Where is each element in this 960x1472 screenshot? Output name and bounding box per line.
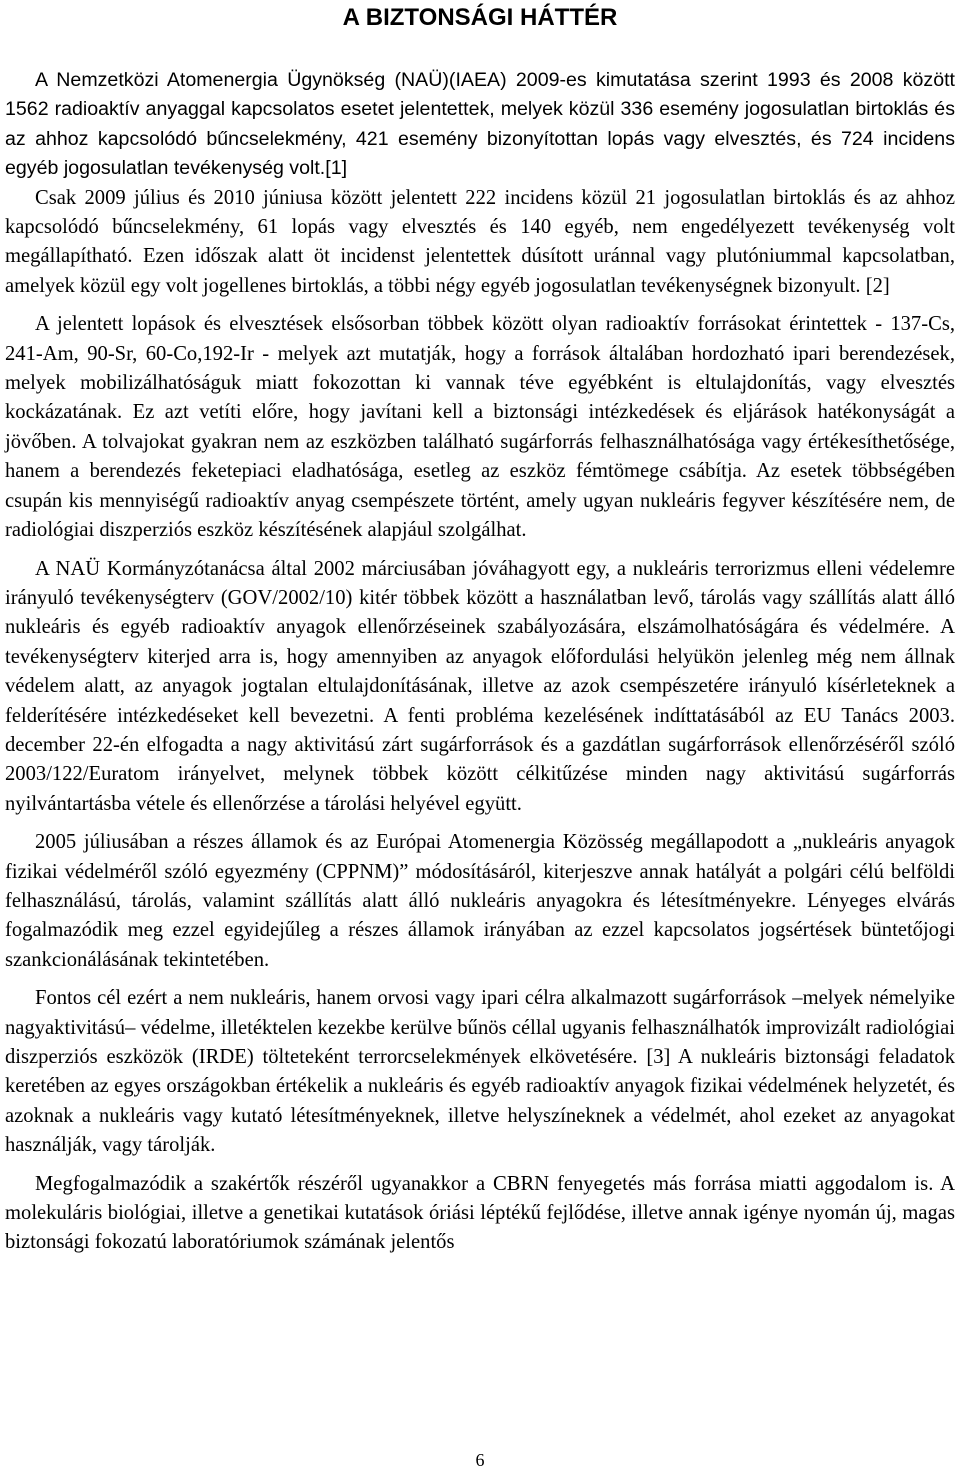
page-number: 6 [475,1450,485,1470]
paragraph-iaea-statistics: A Nemzetközi Atomenergia Ügynökség (NAÜ)(IAEA) 2009-es kimutatása szerint 1993 és 2008 között 1562 radioaktív anyaggal kapcsolatos esetet jelentettek, melyek közül 336 esemény jogosulatlan birtoklás és az ahhoz kapcsolódó bűncselekmény, 421 esemény bizonyítottan lopás vagy elvesztés, és 724 incidens egyéb jogosulatlan tevékenység volt.[1] [5,69,955,180]
page-title: A BIZTONSÁGI HÁTTÉR [342,4,618,31]
paragraph-action-plan: A NAÜ Kormányzótanácsa által 2002 márciusában jóváhagyott egy, a nukleáris terrorizmus elleni védelemre irányuló tevékenységterv (GOV/2002/10) kitér többek között a használatban levő, tárolás vagy szállítás alatt álló nukleáris és egyéb radioaktív anyagok ellenőrzéseinek szabályozására, elszámolhatóságára és védelmére. A tevékenységterv kiterjed arra is, hogy amennyiben az anyagok előfordulási helyükön jelenleg még nem állnak védelem alatt, az anyagok jogtalan eltulajdonításának, illetve az azok csempészetére irányuló kísérleteknek a felderítésére intézkedéseket kell bevezetni. A fenti probléma kezelésének indíttatásából az EU Tanács 2003. december 22-én elfogadta a nagy aktivitású zárt sugárforrások és a gazdátlan sugárforrások ellenőrzéséről szóló 2003/122/Euratom irányelvet, melynek többek között célkitűzése minden nagy aktivitású sugárforrás nyilvántartásba vétele és ellenőrzése a tárolási helyével együtt. [5,557,955,815]
document-body [5,66,955,1258]
paragraph-cppnm-amendment: 2005 júliusában a részes államok és az Európai Atomenergia Közösség megállapodott a „nukleáris anyagok fizikai védelméről szóló egyezmény (CPPNM)” módosításáról, kiterjeszve annak hatályát a polgári célú belföldi felhasználású, tárolás, valamint szállítás alatt álló nukleáris anyagokra és létesítményekre. Lényeges elvárás fogalmazódik meg ezzel egyidejűleg a részes államok irányában az ezzel kapcsolatos jogsértések büntetőjogi szankcionálásának tekintetében. [5,831,955,971]
paragraph-source-protection: Fontos cél ezért a nem nukleáris, hanem orvosi vagy ipari célra alkalmazott sugárforrások –melyek némelyike nagyaktivitású– védelme, illetéktelen kezekbe kerülve bűnös céllal ugyanis felhasználhatók improvizált radiológiai diszperziós eszközök (IRDE) tölteteként terrorcselekmények elkövetésére. [3] A nukleáris biztonsági feladatok keretében az egyes országokban értékelik a nukleáris és egyéb radioaktív anyagok fizikai védelmének helyzetét, és azoknak a nukleáris vagy kutató létesítményeknek, illetve helyszíneknek a védelmét, ahol ezeket az anyagokat használják, vagy tárolják. [5,987,955,1157]
paragraph-cbrn-threat: Megfogalmazódik a szakértők részéről ugyanakkor a CBRN fenyegetés más forrása miatti aggodalom is. A molekuláris biológiai, illetve a genetikai kutatások óriási léptékű fejlődése, illetve annak igénye nyomán új, magas biztonsági fokozatú laboratóriumok számának jelentős [5,1172,955,1254]
paragraph-2009-2010-incidents: Csak 2009 július és 2010 júniusa között jelentett 222 incidens közül 21 jogosulatlan birtoklás és az ahhoz kapcsolódó bűncselekmény, 61 lopás vagy elvesztés és 140 egyéb, nem engedélyezett tevékenység volt megállapítható. Ezen időszak alatt öt incidenst jelentettek dúsított uránnal vagy plutóniummal kapcsolatban, amelyek közül egy volt jogellenes birtoklás, a többi négy egyéb jogosulatlan tevékenységnek bizonyult. [2] [5,186,955,297]
paragraph-reported-thefts: A jelentett lopások és elvesztések elsősorban többek között olyan radioaktív forrásokat érintettek - 137-Cs, 241-Am, 90-Sr, 60-Co,192-Ir - melyek azt mutatják, hogy a források általában hordozható ipari berendezések, melyek mobilizálhatóságuk miatt fokozottan ki vannak téve egyébként is eltulajdonítás, vagy elvesztés kockázatának. Ez azt vetíti előre, hogy javítani kell a biztonsági intézkedések és eljárások hatékonyságát a jövőben. A tolvajokat gyakran nem az eszközben található sugárforrás felhasználhatósága vagy értékesíthetősége, hanem a berendezés feketepiaci eladhatósága, esetleg az eszköz fémtömege csábítja. Az esetek többségében csupán kis mennyiségű radioaktív anyag csempészete történt, amely ugyan nukleáris fegyver készítésére nem, de radiológiai diszperziós eszköz készítésének alapjául szolgálhat. [5,313,955,542]
